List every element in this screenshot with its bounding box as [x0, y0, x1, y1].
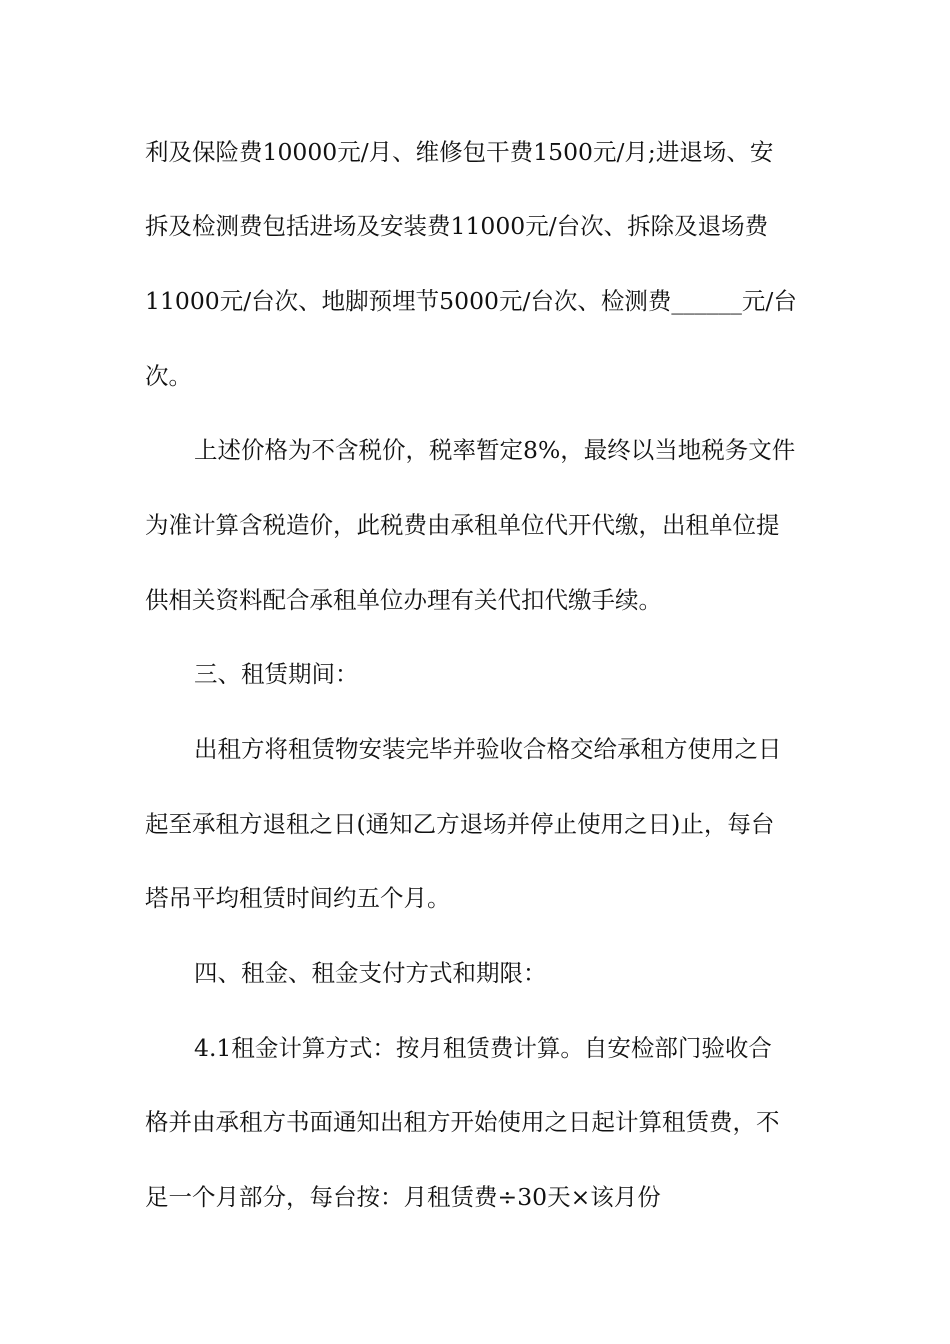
text-line-4: 次。 [145, 362, 192, 390]
paragraph-rent-line-2: 格并由承租方书面通知出租方开始使用之日起计算租赁费，不 [145, 1108, 780, 1136]
text-line-2: 拆及检测费包括进场及安装费11000元/台次、拆除及退场费 [145, 212, 769, 240]
paragraph-lease-line-2: 起至承租方退租之日(通知乙方退场并停止使用之日)止，每台 [145, 810, 775, 838]
paragraph-lease-line-1: 出租方将租赁物安装完毕并验收合格交给承租方使用之日 [194, 735, 782, 763]
section-heading-4: 四、租金、租金支付方式和期限： [194, 959, 547, 987]
paragraph-lease-line-3: 塔吊平均租赁时间约五个月。 [145, 884, 451, 912]
paragraph-tax-line-3: 供相关资料配合承租单位办理有关代扣代缴手续。 [145, 586, 662, 614]
text-line-3: 11000元/台次、地脚预埋节5000元/台次、检测费______元/台 [145, 287, 797, 315]
paragraph-tax-line-2: 为准计算含税造价，此税费由承租单位代开代缴，出租单位提 [145, 511, 780, 539]
paragraph-rent-line-1: 4.1租金计算方式：按月租赁费计算。自安检部门验收合 [194, 1034, 772, 1062]
text-line-1: 利及保险费10000元/月、维修包干费1500元/月;进退场、安 [145, 138, 774, 166]
paragraph-rent-line-3: 足一个月部分，每台按：月租赁费÷30天×该月份 [145, 1183, 661, 1211]
section-heading-3: 三、租赁期间： [194, 660, 359, 688]
paragraph-tax-line-1: 上述价格为不含税价，税率暂定8%，最终以当地税务文件 [194, 436, 796, 464]
